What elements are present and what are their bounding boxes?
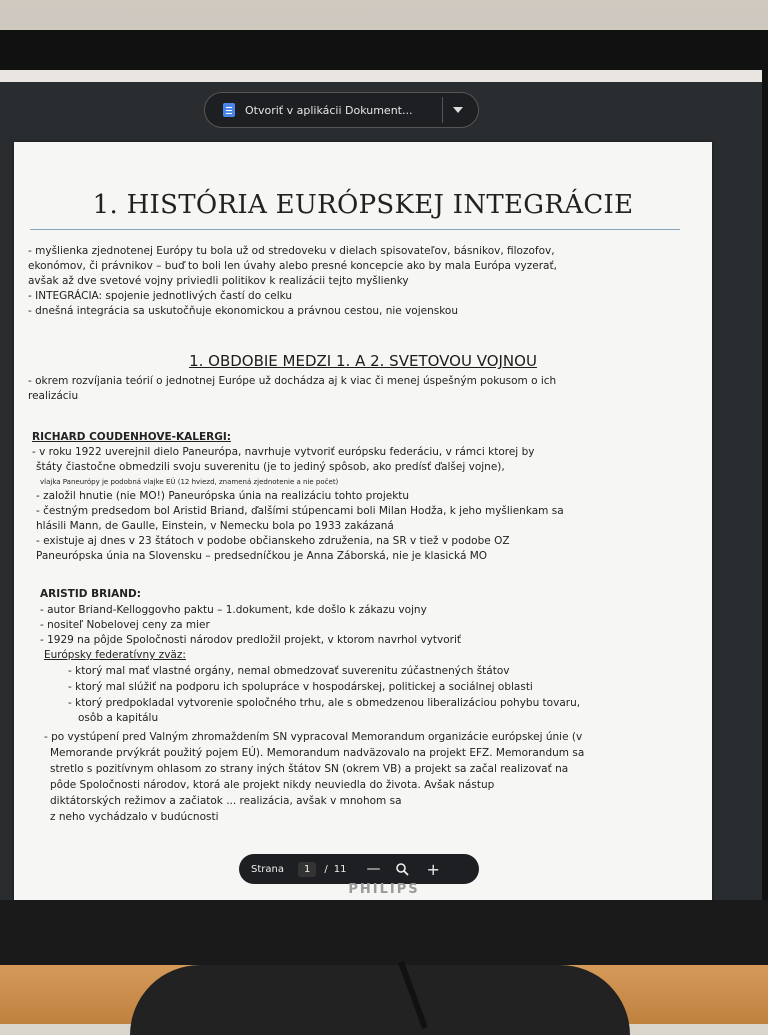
page-navigation-bar <box>239 854 479 884</box>
section-intro-line: - okrem rozvíjania teórií o jednotnej Európe už dochádza aj k viac či menej úspešným pokusom o ich <box>28 375 557 387</box>
page-total: 11 <box>333 863 347 875</box>
document-page <box>14 142 712 900</box>
title-underline <box>30 229 680 230</box>
briand-line: - autor Briand-Kelloggovho paktu – 1.dokument, kde došlo k zákazu vojny <box>40 604 427 616</box>
briand-heading: ARISTID BRIAND: <box>40 588 141 600</box>
union-item: - ktorý mal mať vlastné orgány, nemal obmedzovať suverenitu zúčastnených štátov <box>68 665 510 677</box>
briand-line: - 1929 na pôjde Spoločnosti národov predložil projekt, v ktorom navrhol vytvoriť <box>40 634 461 646</box>
coudenhove-heading: RICHARD COUDENHOVE-KALERGI: <box>32 431 231 443</box>
screen <box>0 70 762 900</box>
memo-line: - po vystúpení pred Valným zhromaždením SN vypracoval Memorandum organizácie európskej únie (v <box>44 731 583 743</box>
document-title: 1. HISTÓRIA EURÓPSKEJ INTEGRÁCIE <box>92 190 634 220</box>
browser-top-strip <box>0 70 762 82</box>
section-heading: 1. OBDOBIE MEDZI 1. A 2. SVETOVOU VOJNOU <box>189 352 537 370</box>
chevron-down-icon[interactable] <box>453 107 463 113</box>
docs-icon <box>223 103 235 117</box>
union-item: - ktorý mal slúžiť na podporu ich spolupráce v hospodárskej, politickej a sociálnej oblasti <box>68 681 533 693</box>
coudenhove-line: - čestným predsedom bol Aristid Briand, ďalšími stúpencami boli Milan Hodža, k jeho myšlienkam sa <box>36 505 564 517</box>
page-number-input[interactable]: 1 <box>298 862 316 877</box>
flag-note: vlajka Paneurópy je podobná vlajke EÚ (12 hviezd, znamená zjednotenie a nie počet) <box>40 478 339 486</box>
page-separator: / <box>324 863 328 875</box>
briand-line: - nositeľ Nobelovej ceny za mier <box>40 619 210 631</box>
union-label: Európsky federatívny zväz: <box>44 649 186 661</box>
intro-line: - dnešná integrácia sa uskutočňuje ekonomickou a právnou cestou, nie vojenskou <box>28 305 459 317</box>
monitor <box>0 30 768 965</box>
intro-line: ekonómov, či právnikov – buď to boli len úvahy alebo presné koncepcie ako by mala Európa vyzerať, <box>28 260 557 272</box>
monitor-bezel <box>0 900 768 965</box>
coudenhove-line: - založil hnutie (nie MO!) Paneurópska únia na realizáciu tohto projektu <box>36 490 410 502</box>
page-label: Strana <box>251 863 284 875</box>
coudenhove-line: hlásili Mann, de Gaulle, Einstein, v Nemecku bola po 1933 zakázaná <box>36 520 394 532</box>
intro-line: avšak až dve svetové vojny priviedli politikov k realizácii tejto myšlienky <box>28 275 409 287</box>
intro-line: - myšlienka zjednotenej Európy tu bola už od stredoveku v dielach spisovateľov, básnikov, filozofov, <box>28 245 555 257</box>
search-icon[interactable] <box>396 863 408 875</box>
coudenhove-line: - existuje aj dnes v 23 štátoch v podobe občianskeho združenia, na SR v tiež v podobe OZ <box>36 535 510 547</box>
memo-line: diktátorských režimov a začiatok ... realizácia, avšak v mnohom sa <box>50 795 402 807</box>
memo-line: Memorande prvýkrát použitý pojem EÚ). Memorandum nadväzovalo na projekt EFZ. Memorandum sa <box>50 747 585 759</box>
monitor-brand-logo: PHILIPS <box>348 882 420 897</box>
memo-line: stretlo s pozitívnym ohlasom zo strany iných štátov SN (okrem VB) a projekt sa začal realizovať na <box>50 763 569 775</box>
coudenhove-line: štáty čiastočne obmedzili svoju suverenitu (je to jediný spôsob, ako predísť ďalšej vojne), <box>36 461 505 473</box>
union-item: - ktorý predpokladal vytvorenie spoločného trhu, ale s obmedzenou liberalizáciou pohybu tovaru, <box>68 697 581 709</box>
open-in-app-button[interactable]: Otvoriť v aplikácii Dokument... <box>245 103 413 117</box>
section-intro-line: realizáciu <box>28 390 79 402</box>
union-item: osôb a kapitálu <box>78 712 159 724</box>
memo-line: pôde Spoločnosti národov, ktorá ale projekt nikdy neuviedla do života. Avšak nástup <box>50 779 495 791</box>
toolbar-divider <box>442 97 443 123</box>
coudenhove-line: - v roku 1922 uverejnil dielo Paneurópa, navrhuje vytvoriť európsku federáciu, v rámci ktorej by <box>32 446 535 458</box>
intro-line: - INTEGRÁCIA: spojenie jednotlivých častí do celku <box>28 290 293 302</box>
memo-line: z neho vychádzalo v budúcnosti <box>50 811 219 823</box>
zoom-out-button[interactable]: — <box>366 861 381 877</box>
coudenhove-line: Paneurópska únia na Slovensku – predsedníčkou je Anna Záborská, nie je klasická MO <box>36 550 488 562</box>
zoom-in-button[interactable]: + <box>426 859 440 879</box>
open-in-app-toolbar[interactable] <box>204 92 479 128</box>
monitor-stand <box>130 965 630 1035</box>
